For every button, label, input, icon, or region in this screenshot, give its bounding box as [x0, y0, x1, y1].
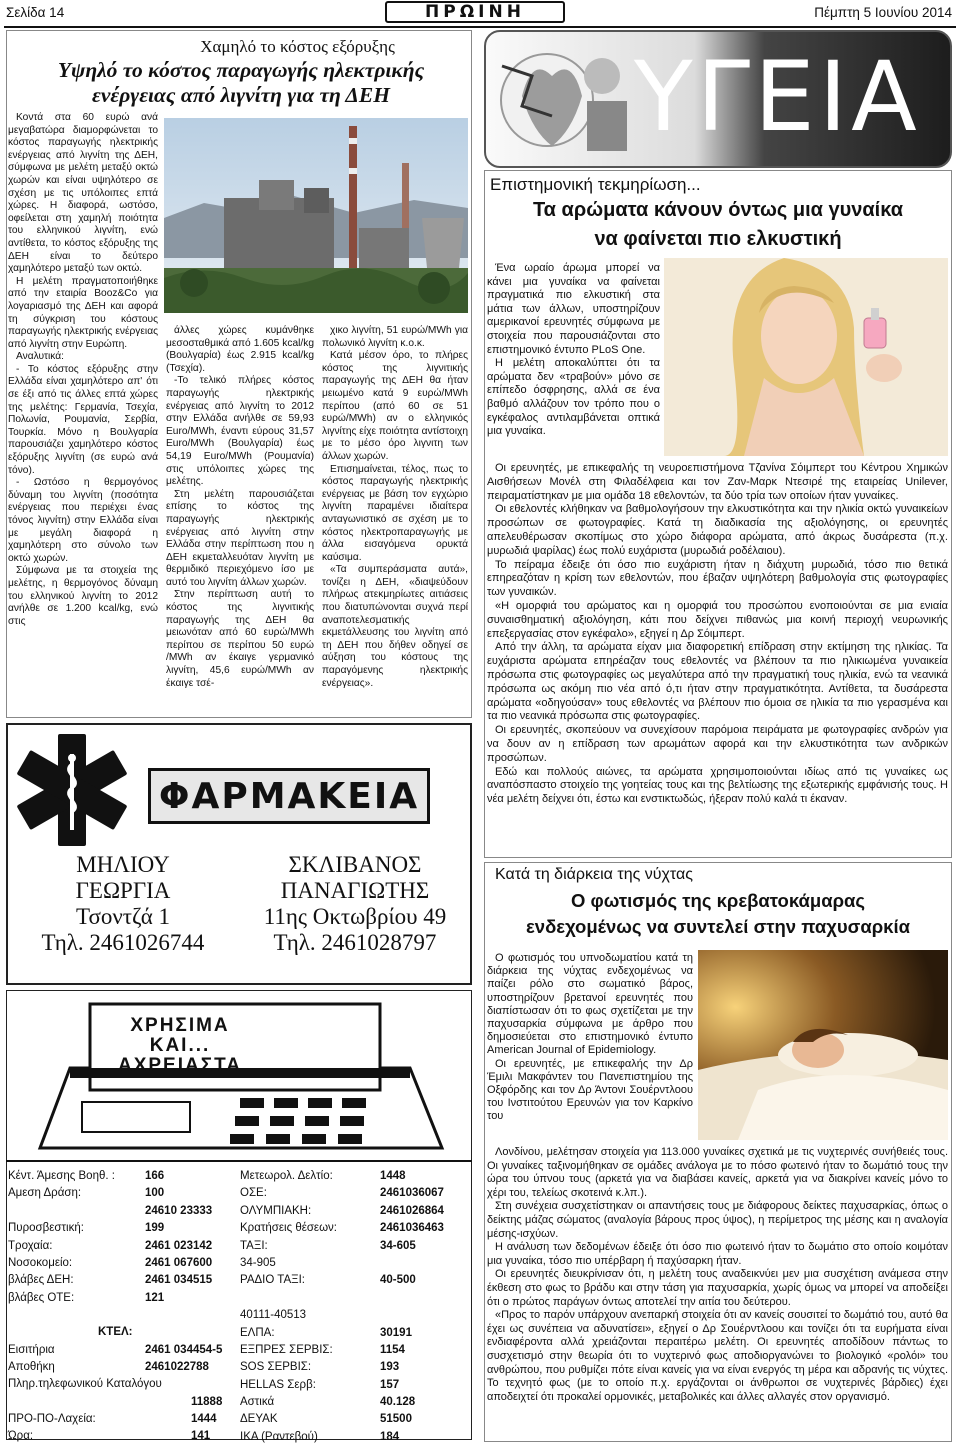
useful-row-value: 24610 23333	[145, 1204, 213, 1217]
useful-row-label: ΤΑΞΙ:	[240, 1239, 268, 1252]
useful-row-label: ΡΑΔΙΟ ΤΑΞΙ:	[240, 1274, 306, 1287]
sleep-body-p3: Η ανάλυση των δεδομένων έδειξε ότι όσο πιο φωτεινό ήταν το δωμάτιο στο οποίο κοιμόταν μια γυναίκα, τόσο πιο υπέρβαρη ή παχύσαρκη ήταν.	[487, 1241, 948, 1267]
useful-row-label: ΕΞΠΡΕΣ ΣΕΡΒΙΣ:	[240, 1343, 333, 1356]
perfume-headline-line-2: να φαίνεται πιο ελκυστική	[594, 228, 842, 250]
useful-row-value: 34-605	[380, 1239, 416, 1252]
sleep-body-p1: Λονδίνου, μελέτησαν στοιχεία για 113.000 γυναίκες σχετικά με τις νυχτερινές συνήθειές τους. Οι γυναίκες ταξινομήθηκαν σε ομάδες ανάλογα με το πόσο φωτεινό ήταν το δωμάτιό τους την ώρα του ύπνου τους (αρκετά για να διαβάσει κανείς, αρκετά για να διακρίνει κανείς μόνο το χέρι του, τελείως σκοτεινά κ.λπ.).	[487, 1146, 948, 1199]
useful-row-label: ΕΛΠΑ:	[240, 1326, 275, 1339]
pharmacy-right-address: 11ης Οκτωβρίου 49	[263, 904, 447, 929]
pharmacy-left-phone: Τηλ. 2461026744	[41, 930, 205, 955]
pharmacy-right-phone: Τηλ. 2461028797	[273, 930, 437, 955]
useful-row-label: Κρατήσεις θέσεων:	[240, 1222, 337, 1235]
energy-column-3	[322, 325, 468, 715]
useful-row	[240, 1429, 470, 1446]
useful-row	[240, 1342, 470, 1359]
pharmacy-left	[28, 852, 218, 956]
useful-row-value: 121	[145, 1291, 165, 1304]
useful-row-value: 1448	[380, 1170, 406, 1182]
pharmacy-left-address: Τσοντζά 1	[76, 904, 170, 929]
energy-c3-p4: «Τα συμπεράσματα αυτά», τονίζει η ΔΕΗ, «διαψεύδουν πλήρως ατεκμηρίωτες αιτιάσεις που διατυπώνονται συχνά περί αναποτελεσματικής εκμετάλλευσης του λιγνίτη από τη ΔΕΗ που δήθεν οδηγεί σε αύξηση του κόστους της παραγόμενης ηλεκτρικής ενέργειας».	[322, 564, 468, 689]
useful-row-label: Πυροσβεστική:	[8, 1222, 84, 1235]
useful-row-value: 141	[191, 1430, 211, 1443]
energy-c1-p3: Αναλυτικά:	[16, 351, 64, 363]
sleep-body	[487, 1146, 948, 1438]
useful-row-label: βλάβες ΟΤΕ:	[8, 1291, 75, 1304]
header-rule	[4, 26, 956, 28]
perfume-body-p4: «Η ομορφιά του αρώματος και η ομορφιά του προσώπου ενοποιούνται σε μια ενιαία συναισθηματική αξιολόγηση, κάτι που δείχνει πιθανώς μια κοινή περιοχή νευρωνικής επεξεργασίας στον εγκέφαλο», εξηγεί η Δρ Σόιμπερτ.	[487, 599, 948, 640]
useful-title-1: ΧΡΗΣΙΜΑ	[130, 1015, 230, 1036]
useful-row-value: 2461036463	[380, 1222, 444, 1235]
pharmacy-right-name-2: ΠΑΝΑΓΙΩΤΗΣ	[280, 878, 430, 903]
useful-row	[240, 1238, 470, 1255]
useful-title	[100, 1016, 260, 1076]
useful-row-value: 2461 067600	[145, 1256, 213, 1269]
useful-row-label: ΠΡΟ-ΠΟ-Λαχεία:	[8, 1413, 96, 1426]
pharmacy-left-name-2: ΓΕΩΡΓΙΑ	[75, 878, 171, 903]
issue-date: Πέμπτη 5 Ιουνίου 2014	[814, 5, 952, 20]
energy-column-2	[166, 325, 314, 715]
pharmacies-title: ΦΑΡΜΑΚΕΙΑ	[148, 768, 430, 824]
useful-row	[240, 1185, 470, 1202]
useful-row	[8, 1255, 233, 1272]
catalog-label: Πληρ.τηλεφωνικού Καταλόγου	[8, 1378, 162, 1391]
energy-c2-p4: Στην περίπτωση αυτή το κόστος της λιγνιτικής παραγωγής της ΔΕΗ θα μειωνόταν από 60 ευρώ/MWh περίπου σε περίπου 50 ευρώ /MWh αν έκαιγε γερμανικό λιγνίτη, 45,6 ευρώ/MWh αν έκαιγε τσέ-	[166, 589, 314, 689]
useful-row-value: 100	[145, 1187, 165, 1200]
useful-left-list	[8, 1168, 233, 1446]
perfume-body-p7: Εδώ και πολλούς αιώνες, τα αρώματα χρησιμοποιούνται ιδίως από τις γυναίκες ως αναπόσπαστο στοιχείο της γοητείας τους και της βελτίωσης της εξωτερικής εμφάνισής τους. Η νέα μελέτη δείχνει ότι, έστω και ενστικτωδώς, ήξεραν πολύ καλά τι έκαναν.	[487, 765, 948, 806]
useful-row-value: 199	[145, 1222, 165, 1235]
useful-row-label: ΟΣΕ:	[240, 1187, 267, 1200]
energy-c2-p3: Στη μελέτη παρουσιάζεται επίσης το κόστος της παραγωγής ηλεκτρικής ενέργειας από λιγνίτη στην Ελλάδα στην περίπτωση που η ΔΕΗ εκμεταλλευόταν λιγνίτη με θερμιδικό περιεχόμενο ίσο με αυτό του λιγνίτη άλλων χωρών.	[166, 488, 314, 588]
useful-row-label: ΙΚΑ (Ραντεβού)	[240, 1430, 318, 1443]
useful-row-label: Ώρα:	[8, 1430, 34, 1443]
useful-row-value: 11888	[191, 1395, 223, 1408]
useful-right-list	[240, 1168, 470, 1446]
useful-title-3: ΑΧΡΕΙΑΣΤΑ	[117, 1055, 243, 1076]
energy-c3-p1: χικο λιγνίτη, 51 ευρώ/MWh για πολωνικό λιγνίτη κ.ο.κ.	[322, 325, 468, 349]
useful-row	[240, 1307, 470, 1324]
energy-headline-line-1: Υψηλό το κόστος παραγωγής ηλεκτρικής	[57, 58, 425, 82]
useful-row-value: 2461 034515	[145, 1274, 213, 1287]
sleep-body-p4: Οι ερευνητές διευκρίνισαν ότι, η μελέτη τους αναδεικνύει μεν μια συσχέτιση ανάμεσα στην έκθεση στο φως το βράδυ και στην τάση για παχυσαρκία, χωρίς όμως να μπορεί να αποδείξει ότι ο πρώτος παράγων όντως αποτελεί την αιτία του δεύτερου.	[487, 1268, 948, 1308]
energy-c2-p1: άλλες χώρες κυμάνθηκε μεσοσταθμικά από 1.605 kcal/kg (Βουλγαρία) έως 2.915 kcal/kg (Τσεχία).	[166, 325, 314, 374]
useful-row-label: ΟΛΥΜΠΙΑΚΗ:	[240, 1204, 312, 1217]
sleep-headline-line-2: ενδεχομένως να συντελεί στην παχυσαρκία	[526, 916, 910, 937]
perfume-body	[487, 462, 948, 854]
useful-row	[240, 1255, 470, 1272]
energy-c1-p1: Κοντά στα 60 ευρώ ανά μεγαβατώρα διαμορφώνεται το κόστος παραγωγής ηλεκτρικής ενέργειας από λιγνίτη της ΔΕΗ, σύμφωνα με μελέτη μεταξύ οκτώ χωρών και είναι υψηλότερο σε σχέση με τις υπόλοιπες επτά χώρες. Η διαφορά, ωστόσο, οφείλεται στη χαμηλή ποιότητα του ελληνικού λιγνίτη, ενώ αντίθετα, το κόστος εξόρυξης της ΔΕΗ είναι το δεύτερο χαμηλότερο μεταξύ των οκτώ.	[8, 112, 158, 275]
useful-row-label: HELLAS Σερβ:	[240, 1378, 316, 1391]
energy-column-1	[8, 112, 158, 712]
useful-row-label: SOS ΣΕΡΒΙΣ:	[240, 1361, 312, 1374]
energy-kicker: Χαμηλό το κόστος εξόρυξης	[200, 37, 395, 56]
sleep-intro-p1: Ο φωτισμός του υπνοδωματίου κατά τη διάρκεια της νύχτας ενδεχομένως να παίζει ρόλο στο σωματικό βάρος, υποστηρίζουν βρετανοί ερευνητές που διαπίστωσαν ότι το φως σχετίζεται με την παχυσαρκία σύμφωνα με άρθρο που δημοσιεύεται στο επιστημονικό έντυπο American Journal of Epidemiology.	[487, 952, 693, 1057]
sleeping-woman-photo	[698, 950, 948, 1140]
useful-row	[8, 1168, 233, 1185]
energy-headline-line-2: ενέργειας από λιγνίτη για τη ΔΕΗ	[92, 83, 390, 107]
useful-row-value: 1444	[191, 1413, 217, 1426]
energy-c1-p2: Η μελέτη πραγματοποιήθηκε από την εταιρία Booz&Co για λογαριασμό της ΔΕΗ και αφορά τη σύγκριση του κόστους παραγωγής ηλεκτρικής ενέργειας από λιγνίτη στην Ευρώπη.	[8, 275, 158, 350]
health-banner-title: ΥΓΕΙΑ	[634, 41, 921, 153]
useful-row	[240, 1411, 470, 1428]
perfume-woman-photo	[664, 258, 948, 456]
sleep-headline-line-1: Ο φωτισμός της κρεβατοκάμαρας	[570, 890, 866, 911]
health-banner	[484, 30, 952, 168]
useful-row-label: 34-905	[240, 1256, 276, 1269]
useful-row-label: Κέντ. Άμεσης Βοηθ. :	[8, 1170, 115, 1182]
perfume-body-p3: Το πείραμα έδειξε ότι όσο πιο ευχάριστη ήταν η διάχυτη μυρωδιά, τόσο πιο θετικά επηρεαζόταν η κρίση των εθελοντών, που έβαζαν υψηλότερη βαθμολογία στις φωτογραφίες των γυναικών.	[487, 558, 948, 599]
energy-c2-p2: -Το τελικό πλήρες κόστος παραγωγής ηλεκτρικής ενέργειας από λιγνίτη το 2012 στην Ελλάδα ανήλθε σε 59,93 Euro/MWh, έναντι εύρους 31,57 Euro/MWh (Βουλγαρία) έως 54,19 Euro/MWh (Ρουμανία) στις υπόλοιπες χώρες της μελέτης.	[166, 375, 314, 488]
perfume-body-p1: Οι ερευνητές, με επικεφαλής τη νευροεπιστήμονα Τζανίνα Σόιμπερτ του Κέντρου Χημικών Αισθήσεων Μονέλ στη Φιλαδέλφεια και τον Ζαν-Μαρκ Ντεσιρέ της εταιρείας Unilever, πειραματίστηκαν με μια ομάδα 18 εθελοντών, τα δύο τρία των οποίων ήταν γυναίκες.	[487, 462, 948, 502]
useful-row	[8, 1203, 233, 1220]
useful-row	[240, 1272, 470, 1289]
perfume-body-p5: Από την άλλη, τα αρώματα είχαν μια διαφορετική επίδραση στην εκτίμηση της ηλικίας. Τα ευχάριστα αρώματα επηρέαζαν τους εθελοντές να βλέπουν τα πιο ηλικιωμένα γυναικεία πρόσωπα στις φωτογραφίες ως μεγαλύτερα από την πραγματική τους ηλικία, ενώ τα νεανικά πρόσωπα ως ακόμη πιο νέα από ό,τι ήταν στην πραγματικότητα. Αντίθετα, τα δυσάρεστα αρώματα «οδηγούσαν» τους εθελοντές να βλέπουν πιο όμοια σε ηλικία τα πιο γερασμένα και τα πιο νεανικά πρόσωπα στις φωτογραφίες.	[487, 641, 948, 723]
health-collage-icon	[492, 36, 642, 164]
useful-row-value: 2461022788	[145, 1360, 209, 1373]
page-number: Σελίδα 14	[6, 5, 65, 20]
masthead-logo: ΠΡΩΙΝΗ	[385, 1, 565, 23]
useful-row-label: βλάβες ΔΕΗ:	[8, 1274, 74, 1287]
useful-row-value: 157	[380, 1378, 400, 1391]
useful-row-label: Αποθήκη	[8, 1360, 55, 1373]
useful-row	[8, 1359, 233, 1376]
useful-row-label: Νοσοκομείο:	[8, 1256, 73, 1269]
useful-row-label: 40111-40513	[240, 1309, 307, 1322]
useful-row	[8, 1238, 233, 1255]
useful-title-2: ΚΑΙ...	[149, 1035, 211, 1056]
perfume-body-p2: Οι εθελοντές κλήθηκαν να βαθμολογήσουν την ελκυστικότητα και την ηλικία οκτώ γυναικείων προσώπων σε φωτογραφίες. Κατά τη διαδικασία της αξιολόγησης, οι ερευνητές απελευθέρωσαν σκοπίμως στο χώρο διάφορα αρώματα, από άκρως δυσάρεστα (π.χ. μυρωδιά ψαρίλας) έως πολύ ευχάριστα (μυρωδιά ροδέλαιου).	[487, 503, 948, 557]
useful-row-value: 1154	[380, 1343, 405, 1356]
useful-row-label: Αμεση Δράση:	[8, 1187, 82, 1200]
perfume-body-p6: Οι ερευνητές, σκοπεύουν να συνεχίσουν παρόμοια πειράματα με φωτογραφίες ανδρών για να δουν αν η επίδραση των αρωμάτων αφορά και την ελκυστικότητα των ανδρικών προσώπων.	[487, 724, 948, 764]
useful-row-value: 51500	[380, 1413, 412, 1426]
useful-row	[8, 1428, 233, 1445]
energy-c3-p3: Επισημαίνεται, τέλος, πως το κόστος παραγωγής ηλεκτρικής ενέργειας με βάση τον εγχώριο λιγνίτη παραμένει ιδιαίτερα ανταγωνιστικό σε σχέση με το κόστος ηλεκτροπαραγωγής με άλλα εισαγόμενα ορυκτά καύσιμα.	[322, 463, 468, 563]
useful-row-label: Εισιτήρια	[8, 1343, 55, 1356]
useful-row-value: 184	[380, 1430, 400, 1443]
star-of-life-icon	[12, 730, 132, 850]
useful-row-value: 40-500	[380, 1274, 416, 1287]
useful-row	[8, 1272, 233, 1289]
energy-c1-p6: Σύμφωνα με τα στοιχεία της μελέτης, η θερμογόνος δύναμη του ελληνικού λιγνίτη το 2012 ανήλθε σε 1.200 kcal/kg, ενώ στις	[8, 565, 158, 627]
pharmacy-left-name-1: ΜΗΛΙΟΥ	[76, 852, 170, 877]
useful-row-value: 30191	[380, 1326, 412, 1339]
useful-rule	[6, 1160, 472, 1162]
energy-c1-p4: - Το κόστος εξόρυξης στην Ελλάδα είναι χαμηλότερο απ' ότι σε έξι από τις άλλες επτά χώρες της μελέτης: Γερμανία, Τσεχία, Πολωνία, Ρουμανία, Σερβία, Τουρκία. Μόνο η Βουλγαρία παρουσιάζει χαμηλότερο κόστος εξόρυξης λιγνίτη (σε ευρώ ανά τόνο).	[8, 363, 158, 476]
useful-row-label: ΔΕΥΑΚ	[240, 1413, 278, 1426]
useful-row	[240, 1203, 470, 1220]
useful-row	[240, 1220, 470, 1237]
useful-row	[8, 1411, 233, 1428]
useful-row	[8, 1290, 233, 1307]
useful-row	[240, 1359, 470, 1376]
useful-row	[240, 1394, 470, 1411]
perfume-intro-p1: Ένα ωραίο άρωμα μπορεί να κάνει μια γυναίκα να φαίνεται πραγματικά πιο ελκυστική στα μάτια των άλλων, υποστηρίζουν αμερικανοί ερευνητές σύμφωνα με στοιχεία που παρουσιάζονται στο επιστημονικό έντυπο PLoS One.	[487, 262, 660, 356]
useful-row	[8, 1185, 233, 1202]
useful-row-label: Τροχαία:	[8, 1239, 53, 1252]
sleep-body-p5: «Προς το παρόν υπάρχουν ανεπαρκή στοιχεία ότι αν κανείς σουσιτεί το δωμάτιό του, αυτό θα έχει ως συνέπεια να αδυνατίσει», εξηγεί ο Δρ Σουέρντλοου και τονίζει ότι τα ευρήματα είναι ενδιαφέροντα αλλά χρειάζονται περαιτέρω μελέτη. Οι ερευνητές αποδίδουν πάντως το συσχετισμό στην θεωρία ότι το νυχτερινό φως αποδιοργανώνει το βιολογικό «ρολόι» του ανθρώπου, που ρυθμίζει πότε είναι κανείς για να είναι ενεργός τη μέρα και αδρανής τις νύχτες. Το τεχνητό φως (με το οποίο π.χ. εργάζονται οι άνθρωποι σε νυχτερινές βάρδιες) έχει αποδειχτεί ότι προκαλεί ορμονικές, μεταβολικές και άλλες αλλαγές στον οργανισμό.	[487, 1309, 948, 1403]
ktel-label: ΚΤΕΛ:	[98, 1326, 133, 1339]
useful-row	[8, 1220, 233, 1237]
useful-row-value: 2461036067	[380, 1187, 444, 1200]
useful-row	[240, 1290, 470, 1307]
sleep-headline	[486, 888, 950, 940]
perfume-intro-p2: Η μελέτη αποκαλύπτει ότι τα αρώματα δεν «τραβούν» μόνο σε επίπεδο όσφρησης, αλλά σε ένα βαθμό αλλάζουν τον τρόπο που ο εγκέφαλος αντιλαμβάνεται οπτικά μια γυναίκα.	[487, 357, 660, 438]
power-plant-photo	[164, 118, 468, 313]
useful-row	[240, 1325, 470, 1342]
energy-headline	[10, 58, 472, 108]
useful-row	[240, 1377, 470, 1394]
pharmacy-right	[246, 852, 464, 956]
sleep-body-p2: Στη συνέχεια συσχετίστηκαν οι απαντήσεις τους με διάφορους δείκτες παχυσαρκίας, όπως ο δείκτης μάζας σώματος (αναλογία βάρους προς ύψος), η περίμετρος της μέσης και η αναλογία μέσης-ισχύων.	[487, 1200, 948, 1240]
useful-row-label: Αστικά	[240, 1396, 275, 1409]
useful-row-value: 2461 034454-5	[145, 1343, 223, 1356]
sleep-intro-p2: Οι ερευνητές, με επικεφαλής την Δρ Έμιλι Μακφάντεν του Πανεπιστημίου της Οξφόρδης και τον Δρ Άντονι Σουέρντλοου του Ινστιτούτου Ερευνών για τον Καρκίνο του	[487, 1057, 693, 1123]
useful-row-value: 2461026864	[380, 1204, 444, 1217]
useful-row	[8, 1342, 233, 1359]
energy-c1-p5: - Ωστόσο η θερμογόνος δύναμη του λιγνίτη (ποσότητα ενέργειας που περιέχει ένας τόνος λιγνίτη) στην Ελλάδα είναι με μεγάλη διαφορά η χαμηλότερη στο σύνολο των οκτώ χωρών.	[8, 477, 158, 564]
perfume-headline	[486, 196, 950, 254]
perfume-intro	[487, 262, 660, 462]
pharmacy-right-name-1: ΣΚΛΙΒΑΝΟΣ	[288, 852, 422, 877]
useful-row-value: 2461 023142	[145, 1239, 213, 1252]
sleep-kicker: Κατά τη διάρκεια της νύχτας	[495, 866, 693, 883]
useful-row	[8, 1394, 233, 1411]
sleep-intro	[487, 952, 693, 1144]
perfume-headline-line-1: Τα αρώματα κάνουν όντως μια γυναίκα	[532, 199, 904, 221]
useful-row	[240, 1168, 470, 1185]
useful-row-value: 193	[380, 1361, 400, 1374]
useful-row-value: 166	[145, 1170, 165, 1182]
perfume-kicker: Επιστημονική τεκμηρίωση...	[490, 175, 701, 194]
energy-c3-p2: Κατά μέσον όρο, το πλήρες κόστος της λιγνιτικής παραγωγής της ΔΕΗ θα ήταν μειωμένο κατά 9 ευρώ/MWh περίπου (από 60 σε 51 ευρώ/MWh) αν ο ελληνικός λιγνίτης είχε ποιότητα αντίστοιχη με το μέσο όρο λιγνιτη των άλλων χωρών.	[322, 350, 468, 462]
useful-row-label: Μετεωρολ. Δελτίο:	[240, 1170, 333, 1182]
useful-row-value: 40.128	[380, 1396, 416, 1409]
